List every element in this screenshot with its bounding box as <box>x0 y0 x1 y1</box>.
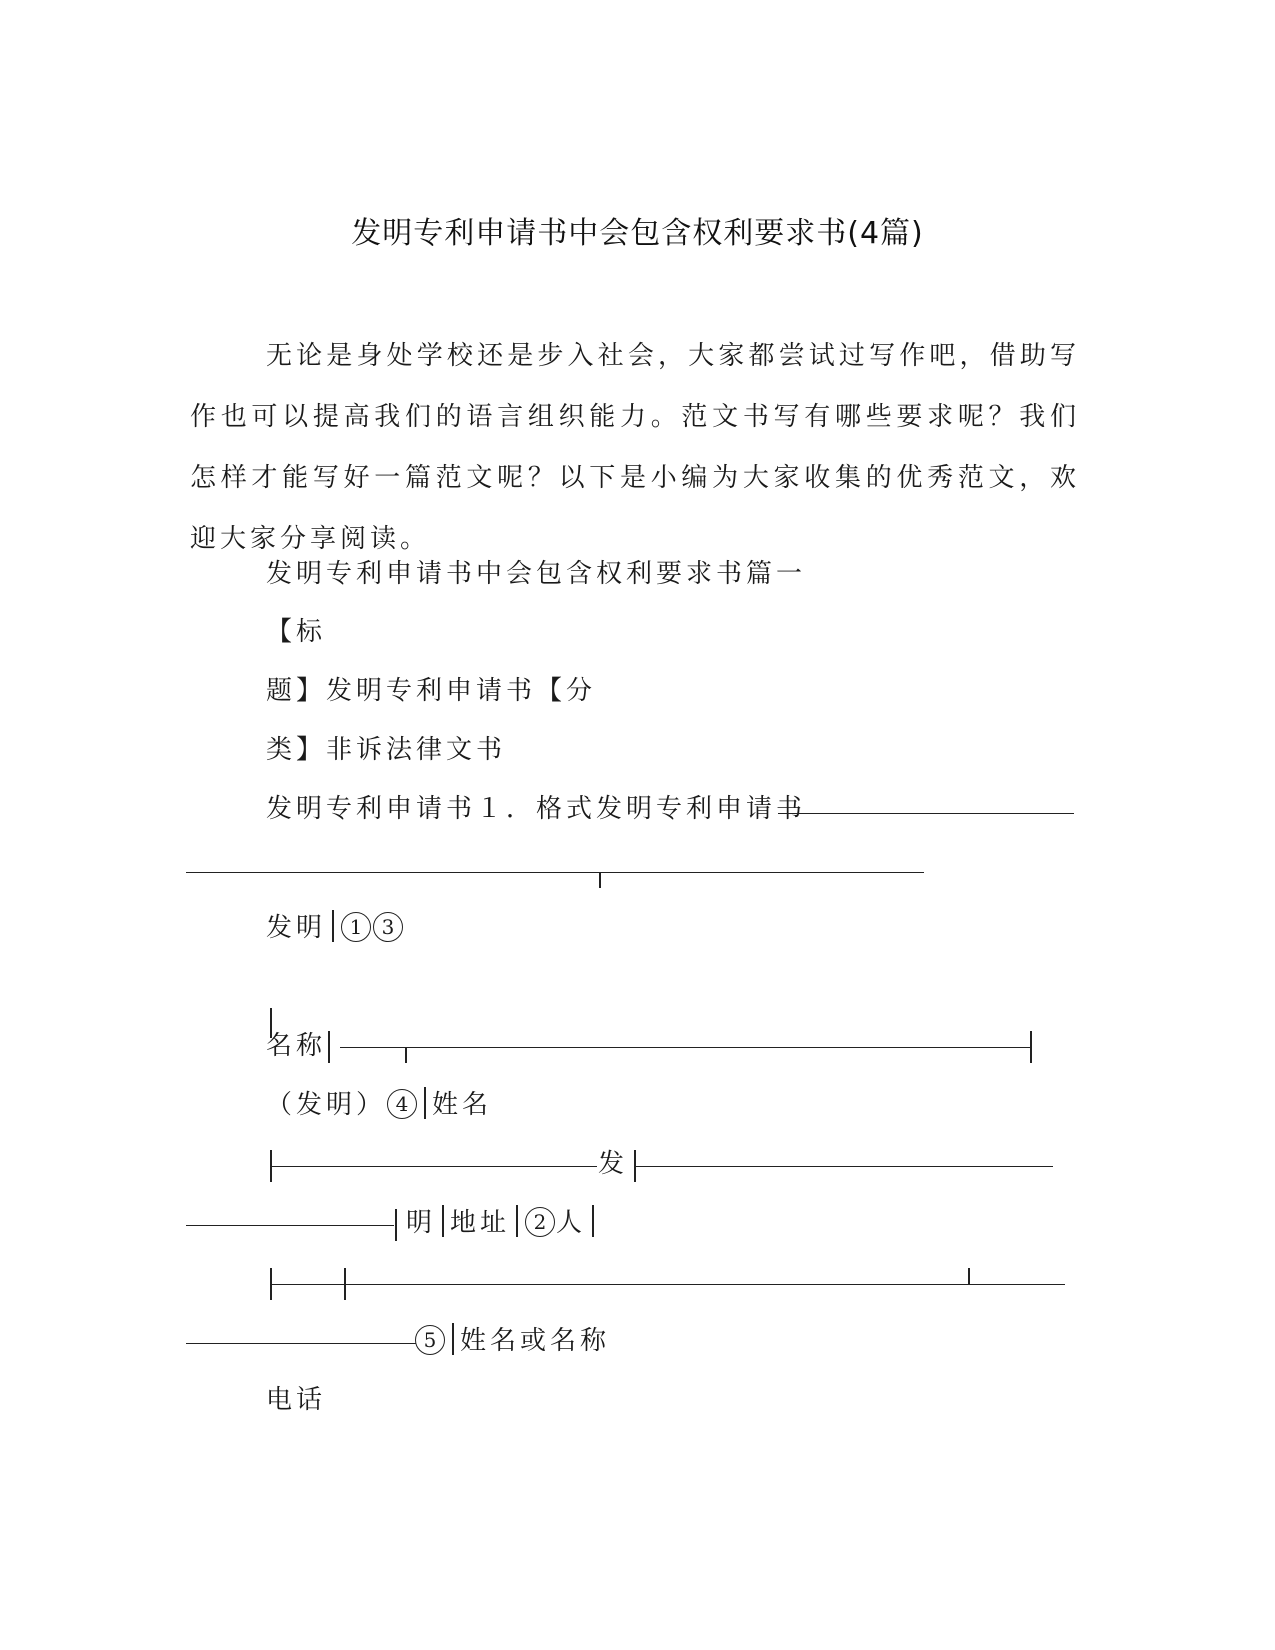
label-name: 名称 <box>266 1031 327 1061</box>
form-rule <box>186 1225 394 1226</box>
label-name-or-title: 姓名或名称 <box>460 1326 611 1356</box>
format-line: 发明专利申请书１．格式发明专利申请书 <box>266 794 807 824</box>
form-row-name <box>266 1028 326 1064</box>
form-bar <box>332 910 334 942</box>
form-rule <box>340 1047 1030 1048</box>
form-rule <box>186 1343 416 1344</box>
form-bar <box>452 1323 454 1355</box>
tag-line-category: 类】非诉法律文书 <box>266 735 507 765</box>
tag-line-title-open: 【标 <box>266 617 327 647</box>
form-row-inventor <box>266 1087 492 1123</box>
label-ming: 明 <box>406 1208 437 1238</box>
form-row-applicant <box>414 1323 610 1359</box>
label-phone: 电话 <box>266 1385 327 1415</box>
form-rule <box>271 1284 1065 1285</box>
form-bar <box>328 1031 330 1063</box>
form-tee <box>405 1047 407 1063</box>
label-address: 地址 <box>450 1208 511 1238</box>
label-invent: 发明 <box>266 913 327 943</box>
form-rule <box>635 1166 1053 1167</box>
form-bar <box>1030 1031 1032 1063</box>
label-fa: 发 <box>598 1149 629 1179</box>
form-rule <box>186 872 924 873</box>
circled-number: 1 <box>341 912 371 942</box>
form-rule <box>271 1166 597 1167</box>
intro-paragraph: 无论是身处学校还是步入社会，大家都尝试过写作吧，借助写作也可以提高我们的语言组织能力。范文书写有哪些要求呢？我们怎样才能写好一篇范文呢？以下是小编为大家收集的优秀范文，欢迎大家分享阅读。 <box>190 341 1080 554</box>
form-tee-up <box>968 1268 970 1284</box>
form-bar <box>442 1205 444 1237</box>
label-invent-paren: （发明） <box>266 1090 387 1120</box>
form-bar <box>424 1087 426 1119</box>
form-cross <box>344 1268 346 1300</box>
circled-number: 3 <box>373 912 403 942</box>
document-title: 发明专利申请书中会包含权利要求书(4篇) <box>351 216 924 251</box>
circled-number: 2 <box>525 1207 555 1237</box>
form-bar <box>395 1209 397 1241</box>
form-row-invent <box>266 910 404 946</box>
circled-number: 4 <box>387 1089 417 1119</box>
form-bar <box>516 1205 518 1237</box>
form-tee <box>599 872 601 888</box>
tag-line-title: 题】发明专利申请书【分 <box>266 676 597 706</box>
form-row-address <box>406 1205 600 1241</box>
label-ren: 人 <box>556 1208 587 1238</box>
form-bar <box>592 1205 594 1237</box>
section-heading: 发明专利申请书中会包含权利要求书篇一 <box>266 559 807 589</box>
circled-number: 5 <box>415 1325 445 1355</box>
label-person-name: 姓名 <box>432 1090 493 1120</box>
form-rule <box>778 813 1074 814</box>
